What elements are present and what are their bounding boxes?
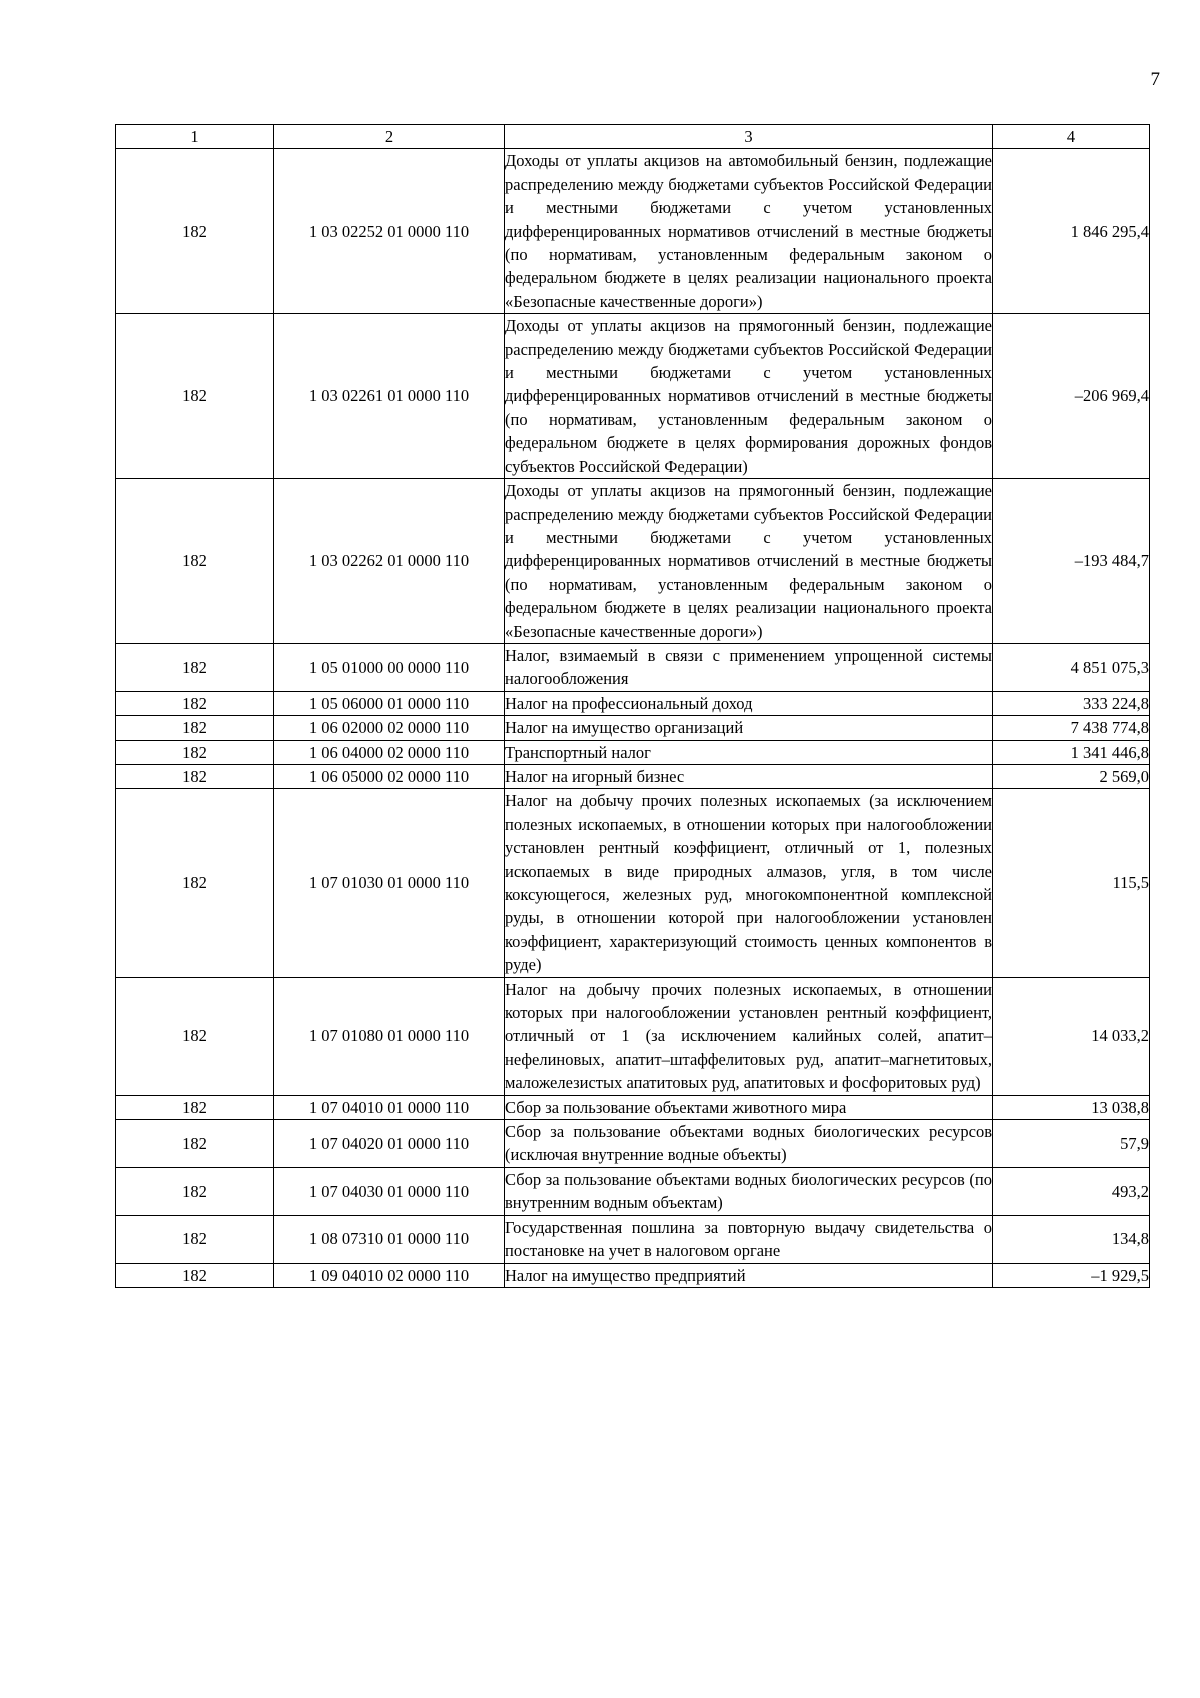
revenue-description: Налог на игорный бизнес (505, 764, 993, 788)
amount: 57,9 (993, 1120, 1150, 1168)
admin-code: 182 (116, 1263, 274, 1287)
revenue-description: Доходы от уплаты акцизов на автомобильный бензин, подлежащие распределению между бюджетами субъектов Российской Федерации и местными бюджетами с учетом установленных дифференцированных нормативов отчислений в местные бюджеты (по нормативам, установленным федеральным законом о федеральном бюджете в целях реализации национального проекта «Безопасные качественные дороги») (505, 149, 993, 314)
amount: 7 438 774,8 (993, 716, 1150, 740)
revenue-description: Налог на имущество организаций (505, 716, 993, 740)
table-row (116, 1167, 1150, 1215)
amount: 134,8 (993, 1215, 1150, 1263)
admin-code: 182 (116, 149, 274, 314)
amount: –193 484,7 (993, 479, 1150, 644)
budget-classification-code: 1 03 02252 01 0000 110 (274, 149, 505, 314)
admin-code: 182 (116, 1095, 274, 1119)
table-row (116, 1095, 1150, 1119)
table-row (116, 1263, 1150, 1287)
table-row (116, 764, 1150, 788)
table-row (116, 314, 1150, 479)
amount: –1 929,5 (993, 1263, 1150, 1287)
amount: 2 569,0 (993, 764, 1150, 788)
admin-code: 182 (116, 977, 274, 1095)
amount: 13 038,8 (993, 1095, 1150, 1119)
budget-classification-code: 1 07 04020 01 0000 110 (274, 1120, 505, 1168)
budget-classification-code: 1 07 04010 01 0000 110 (274, 1095, 505, 1119)
amount: 1 341 446,8 (993, 740, 1150, 764)
admin-code: 182 (116, 479, 274, 644)
revenue-description: Сбор за пользование объектами животного мира (505, 1095, 993, 1119)
table-row (116, 977, 1150, 1095)
table-row (116, 1120, 1150, 1168)
table-row (116, 716, 1150, 740)
budget-classification-code: 1 07 01030 01 0000 110 (274, 789, 505, 977)
revenue-description: Налог, взимаемый в связи с применением упрощенной системы налогообложения (505, 643, 993, 691)
revenue-description: Государственная пошлина за повторную выдачу свидетельства о постановке на учет в налоговом органе (505, 1215, 993, 1263)
header-col-2: 2 (274, 125, 505, 149)
budget-classification-code: 1 07 01080 01 0000 110 (274, 977, 505, 1095)
admin-code: 182 (116, 1120, 274, 1168)
amount: 14 033,2 (993, 977, 1150, 1095)
amount: 115,5 (993, 789, 1150, 977)
header-col-3: 3 (505, 125, 993, 149)
revenue-description: Сбор за пользование объектами водных биологических ресурсов (исключая внутренние водные объекты) (505, 1120, 993, 1168)
admin-code: 182 (116, 789, 274, 977)
amount: 333 224,8 (993, 691, 1150, 715)
budget-classification-code: 1 05 01000 00 0000 110 (274, 643, 505, 691)
revenue-description: Налог на профессиональный доход (505, 691, 993, 715)
header-col-4: 4 (993, 125, 1150, 149)
admin-code: 182 (116, 716, 274, 740)
amount: 493,2 (993, 1167, 1150, 1215)
table-row (116, 789, 1150, 977)
amount: 1 846 295,4 (993, 149, 1150, 314)
admin-code: 182 (116, 1167, 274, 1215)
revenue-table (115, 124, 1150, 1288)
table-row (116, 479, 1150, 644)
admin-code: 182 (116, 643, 274, 691)
table-row (116, 1215, 1150, 1263)
table-row (116, 149, 1150, 314)
revenue-description: Доходы от уплаты акцизов на прямогонный бензин, подлежащие распределению между бюджетами субъектов Российской Федерации и местными бюджетами с учетом установленных дифференцированных нормативов отчислений в местные бюджеты (по нормативам, установленным федеральным законом о федеральном бюджете в целях реализации национального проекта «Безопасные качественные дороги») (505, 479, 993, 644)
revenue-description: Налог на имущество предприятий (505, 1263, 993, 1287)
admin-code: 182 (116, 1215, 274, 1263)
revenue-description: Налог на добычу прочих полезных ископаемых (за исключением полезных ископаемых, в отношении которых при налогообложении установлен рентный коэффициент, отличный от 1, полезных ископаемых в виде природных алмазов, угля, в том числе коксующегося, железных руд, многокомпонентной комплексной руды, в отношении которой при налогообложении установлен коэффициент, характеризующий стоимость ценных компонентов в руде) (505, 789, 993, 977)
page-number: 7 (1150, 69, 1160, 90)
amount: –206 969,4 (993, 314, 1150, 479)
budget-classification-code: 1 09 04010 02 0000 110 (274, 1263, 505, 1287)
admin-code: 182 (116, 740, 274, 764)
header-col-1: 1 (116, 125, 274, 149)
table-header-row (116, 125, 1150, 149)
admin-code: 182 (116, 691, 274, 715)
table-row (116, 740, 1150, 764)
revenue-description: Сбор за пользование объектами водных биологических ресурсов (по внутренним водным объектам) (505, 1167, 993, 1215)
budget-classification-code: 1 05 06000 01 0000 110 (274, 691, 505, 715)
budget-classification-code: 1 03 02262 01 0000 110 (274, 479, 505, 644)
revenue-description: Транспортный налог (505, 740, 993, 764)
budget-classification-code: 1 03 02261 01 0000 110 (274, 314, 505, 479)
budget-classification-code: 1 07 04030 01 0000 110 (274, 1167, 505, 1215)
table-row (116, 691, 1150, 715)
revenue-description: Доходы от уплаты акцизов на прямогонный бензин, подлежащие распределению между бюджетами субъектов Российской Федерации и местными бюджетами с учетом установленных дифференцированных нормативов отчислений в местные бюджеты (по нормативам, установленным федеральным законом о федеральном бюджете в целях формирования дорожных фондов субъектов Российской Федерации) (505, 314, 993, 479)
budget-classification-code: 1 06 04000 02 0000 110 (274, 740, 505, 764)
budget-classification-code: 1 06 02000 02 0000 110 (274, 716, 505, 740)
amount: 4 851 075,3 (993, 643, 1150, 691)
table-row (116, 643, 1150, 691)
revenue-description: Налог на добычу прочих полезных ископаемых, в отношении которых при налогообложении установлен рентный коэффициент, отличный от 1 (за исключением калийных солей, апатит–нефелиновых, апатит–штаффелитовых руд, апатит–магнетитовых, маложелезистых апатитовых руд, апатитовых и фосфоритовых руд) (505, 977, 993, 1095)
admin-code: 182 (116, 314, 274, 479)
admin-code: 182 (116, 764, 274, 788)
budget-classification-code: 1 06 05000 02 0000 110 (274, 764, 505, 788)
budget-classification-code: 1 08 07310 01 0000 110 (274, 1215, 505, 1263)
